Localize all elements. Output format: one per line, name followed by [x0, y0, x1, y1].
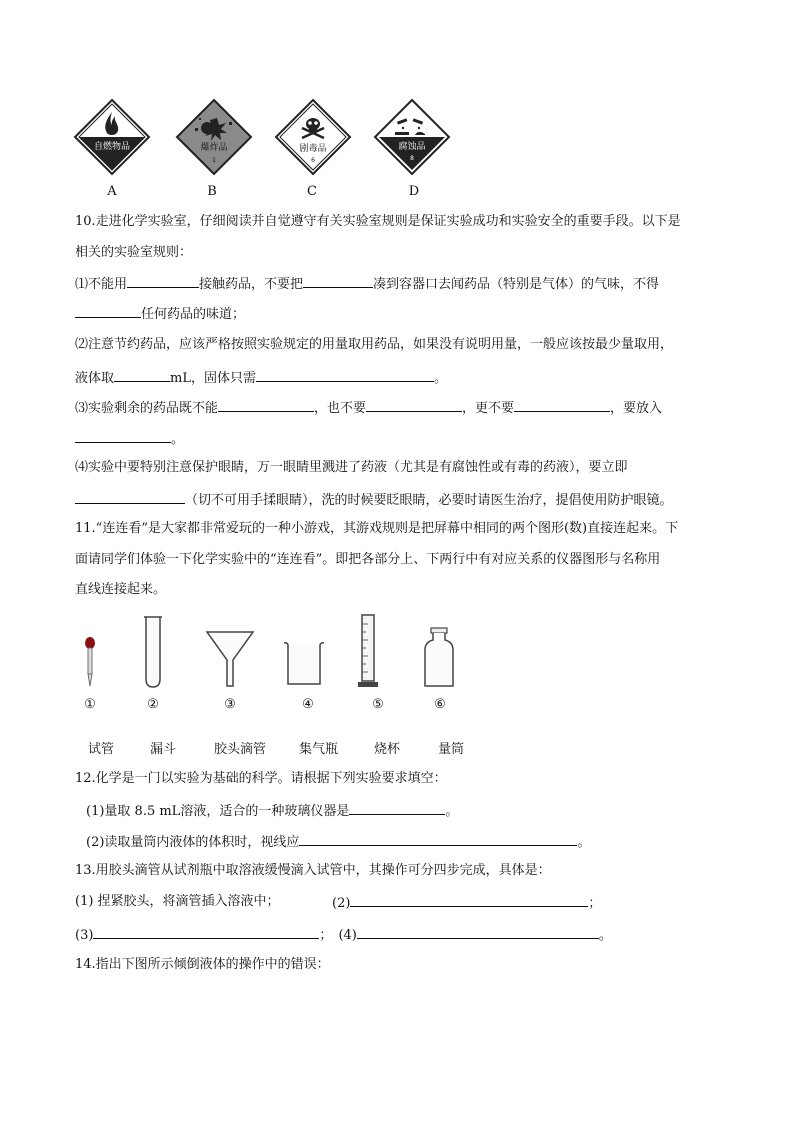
q13-step1: (1) 捏紧胶头，将滴管插入溶液中；: [75, 894, 280, 909]
q12-stem: 12.化学是一门以实验为基础的科学。请根据下列实验要求填空：: [75, 771, 447, 786]
q12-item2: [86, 831, 590, 853]
beaker-figure: [282, 640, 326, 688]
apparatus-number: ③: [224, 697, 236, 712]
q12-item2-text-a: (2)读取量筒内液体的体积时，视线应: [86, 835, 300, 850]
sign-number: 8: [410, 155, 414, 162]
q13-step3-end: ；: [319, 928, 333, 943]
q10-item1-cont: [75, 303, 245, 325]
gas-collecting-bottle-figure: [422, 626, 456, 690]
q10-item2-text-d: 。: [433, 371, 447, 386]
q10-item1-text-d: 任何药品的味道；: [141, 307, 246, 322]
apparatus-name: 漏斗: [150, 742, 177, 757]
apparatus-number: ①: [84, 697, 96, 712]
answer-blank[interactable]: [299, 831, 577, 846]
apparatus-number: ②: [147, 697, 159, 712]
sign-number: 6: [311, 157, 315, 164]
sign-label: 剧毒品: [299, 144, 327, 154]
apparatus-name: 胶头滴管: [214, 742, 267, 757]
q10-item3-cont: [75, 428, 184, 450]
sign-number: 1: [212, 157, 216, 164]
q10-item3-text-d: ，要放入: [610, 401, 663, 416]
answer-blank[interactable]: [75, 428, 171, 443]
apparatus-name: 试管: [88, 742, 115, 757]
q10-item3-text-c: ，更不要: [462, 401, 515, 416]
q10-item4-text-b: （切不可用手揉眼睛），洗的时候要眨眼睛，必要时请医生治疗，提倡使用防护眼镜。: [185, 493, 673, 508]
answer-blank[interactable]: [357, 924, 599, 939]
q13-step3: [75, 924, 612, 946]
answer-blank[interactable]: [218, 397, 314, 412]
answer-blank[interactable]: [127, 273, 199, 288]
q13-step4-end: 。: [598, 928, 612, 943]
q10-item1-text-b: 接触药品，不要把: [199, 277, 304, 292]
apparatus-number: ⑤: [372, 697, 384, 712]
q10-item3-text-b: ，也不要: [314, 401, 367, 416]
q10-item2-text-c: mL，固体只需: [170, 371, 256, 386]
q10-stem-line2: 相关的实验室规则：: [75, 245, 193, 260]
q13-step2-label: (2): [332, 896, 351, 911]
q10-item4: ⑷实验中要特别注意保护眼睛，万一眼睛里溅进了药液（尤其是有腐蚀性或有毒的药液），要立即: [75, 460, 628, 475]
apparatus-name: 量筒: [438, 742, 465, 757]
q13-step4-label: (4): [338, 928, 357, 943]
graduated-cylinder-figure: [356, 612, 380, 690]
q12-item1-text-a: (1)量取 8.5 mL溶液，适合的一种玻璃仪器是: [86, 804, 350, 819]
answer-blank[interactable]: [303, 273, 373, 288]
q10-item3-text-e: 。: [171, 432, 185, 447]
apparatus-number: ④: [302, 697, 314, 712]
apparatus-name: 集气瓶: [299, 742, 339, 757]
q10-item2: ⑵注意节约药品，应该严格按照实验规定的用量取用药品，如果没有说明用量，一般应该按最少量取用，: [75, 337, 674, 352]
apparatus-number: ⑥: [434, 697, 446, 712]
answer-blank[interactable]: [366, 397, 462, 412]
test-tube-figure: [142, 615, 164, 690]
q11-stem-line2: 面请同学们体验一下化学实验中的“连连看”。即把各部分上、下两行中有对应关系的仪器图形与名称用: [75, 552, 661, 567]
q10-item3: [75, 397, 662, 419]
q10-item1: [75, 273, 659, 295]
q10-item4-cont: [75, 489, 673, 511]
sign-letter-d: D: [408, 184, 420, 199]
answer-blank[interactable]: [75, 489, 185, 504]
q10-item1-text-c: 凑到容器口去闻药品（特别是气体）的气味，不得: [373, 277, 660, 292]
hazard-sign-d: [373, 98, 451, 176]
q13-step2-end: ；: [588, 896, 602, 911]
answer-blank[interactable]: [75, 303, 141, 318]
q10-item3-text-a: ⑶实验剩余的药品既不能: [75, 401, 219, 416]
q10-item2-text-b: 液体取: [75, 371, 115, 386]
apparatus-name: 烧杯: [374, 742, 401, 757]
q12-item1: [86, 800, 458, 822]
answer-blank[interactable]: [114, 367, 170, 382]
q12-item2-text-b: 。: [577, 835, 591, 850]
funnel-figure: [205, 630, 255, 688]
answer-blank[interactable]: [93, 924, 319, 939]
q14-stem: 14.指出下图所示倾倒液体的操作中的错误：: [75, 957, 330, 972]
sign-letter-a: A: [107, 184, 117, 199]
q11-stem-line3: 直线连接起来。: [75, 582, 167, 597]
q12-item1-text-b: 。: [445, 804, 459, 819]
sign-letter-c: C: [307, 184, 317, 199]
q11-stem-line1: 11.“连连看”是大家都非常爱玩的一种小游戏，其游戏规则是把屏幕中相同的两个图形(数)直接连起来。下: [75, 521, 679, 536]
dropper-figure: [80, 636, 100, 688]
q10-item2-cont: [75, 367, 447, 389]
q10-stem-line1: 10.走进化学实验室，仔细阅读并自觉遵守有关实验室规则是保证实验成功和实验安全的重要手段。以下是: [75, 214, 681, 229]
q13-step2: [332, 892, 601, 914]
q10-item1-text-a: ⑴不能用: [75, 277, 128, 292]
sign-label: 腐蚀品: [398, 142, 426, 152]
q13-step3-label: (3): [75, 928, 94, 943]
q13-stem: 13.用胶头滴管从试剂瓶中取溶液缓慢滴入试管中，其操作可分四步完成，具体是：: [75, 863, 551, 878]
answer-blank[interactable]: [350, 892, 588, 907]
answer-blank[interactable]: [514, 397, 610, 412]
answer-blank[interactable]: [349, 800, 445, 815]
sign-label: 自燃物品: [93, 142, 131, 152]
sign-letter-b: B: [207, 184, 217, 199]
hazard-sign-c: [274, 98, 352, 176]
answer-blank[interactable]: [256, 367, 434, 382]
hazard-sign-a: [73, 98, 151, 176]
hazard-sign-b: [175, 98, 253, 176]
sign-label: 爆炸品: [200, 143, 228, 153]
